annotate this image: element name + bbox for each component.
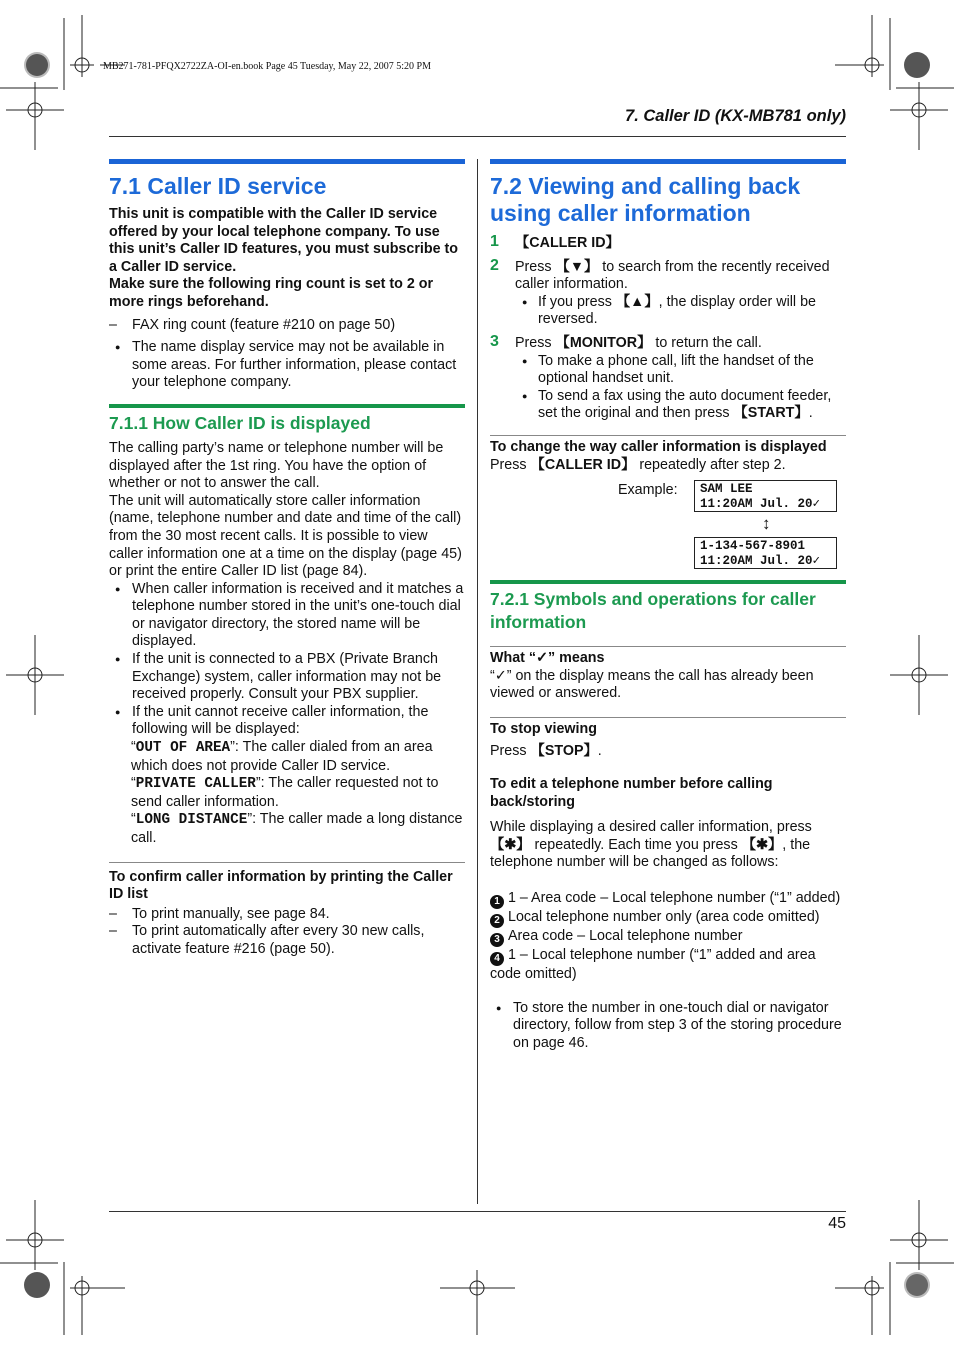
step-2-note: ● If you press 【▲】, the display order will be reversed. — [490, 294, 846, 329]
bullet-match: ● When caller information is received and it matches a telephone number stored in the unit’s one-touch dial or navigator directory, the stored name will be displayed. — [109, 581, 465, 651]
intro-bold-1: This unit is compatible with the Caller ID service offered by your local telephone company. To use this unit’s Caller ID features, you must subscribe to a Caller ID service. — [109, 206, 459, 275]
right-column — [490, 159, 846, 1052]
long-distance-item: “LONG DISTANCE”: The caller made a long distance call. — [131, 811, 463, 846]
stop-viewing-title: To stop viewing — [490, 720, 597, 737]
number-format-item: 1 1 – Area code – Local telephone number (“1” added) — [490, 890, 846, 909]
example-block — [490, 480, 846, 580]
number-format-item: 3 Area code – Local telephone number — [490, 928, 846, 947]
number-format-item: 4 1 – Local telephone number (“1” added and area code omitted) — [490, 947, 816, 983]
private-caller-item: “PRIVATE CALLER”: The caller requested not to send caller information. — [131, 775, 439, 810]
bullet-pbx: ● If the unit is connected to a PBX (Private Branch Exchange) system, caller information may not be received properly. Consult your PBX supplier. — [109, 651, 465, 704]
stop-viewing-text: Press 【STOP】. — [490, 742, 602, 759]
circled-number-icon: 1 — [490, 895, 504, 909]
name-display-note: ● The name display service may not be available in some areas. For further information, please contact your telephone company. — [109, 339, 465, 392]
store-number-note: ● To store the number in one-touch dial or navigator directory, follow from step 3 of the storing procedure on page 46. — [490, 1000, 846, 1053]
confirm-title: To confirm caller information by printing the Caller ID list — [109, 868, 453, 903]
code-private-caller: PRIVATE CALLER — [135, 776, 256, 793]
footer-rule — [109, 1211, 846, 1212]
circled-number-icon: 3 — [490, 933, 504, 947]
subsection-title-7-2-1: 7.2.1 Symbols and operations for caller information — [490, 589, 816, 633]
subsection-title-7-1-1: 7.1.1 How Caller ID is displayed — [109, 412, 371, 433]
star-key: 【✱】 — [741, 836, 783, 853]
step-2: 2 Press 【▼】 to search from the recently received caller information. — [490, 256, 830, 293]
circled-number-icon: 4 — [490, 952, 504, 966]
divider — [490, 646, 846, 647]
example-label: Example: — [618, 482, 678, 499]
header-rule — [109, 136, 846, 137]
step-3-note-1: ● To make a phone call, lift the handset of the optional handset unit. — [490, 353, 846, 388]
print-header: MB271-781-PFQX2722ZA-OI-en.book Page 45 Tuesday, May 22, 2007 5:20 PM — [103, 61, 431, 72]
up-key: 【▲】 — [615, 293, 659, 310]
circled-number-icon: 2 — [490, 914, 504, 928]
start-key: 【START】 — [733, 405, 809, 422]
left-column — [109, 159, 465, 959]
edit-number-text: While displaying a desired caller information, press 【✱】 repeatedly. Each time you press 【✱】, the telephone number will be changed as follows: — [490, 819, 812, 871]
lcd-display-name: SAM LEE 11:20AM Jul. 20✓ — [694, 480, 837, 512]
step-1: 1 【CALLER ID】 — [490, 233, 620, 251]
change-display-title: To change the way caller information is displayed — [490, 438, 827, 455]
section-title-7-1: 7.1 Caller ID service — [109, 173, 327, 199]
lcd-display-number: 1-134-567-8901 11:20AM Jul. 20✓ — [694, 537, 837, 569]
paragraph-2: The unit will automatically store caller information (name, telephone number and date and time of the call) from the 30 most recent calls. It is possible to view caller information one at a time on the display (page 45) or print the entire Caller ID list (page 84). — [109, 492, 462, 580]
caller-id-key: 【CALLER ID】 — [515, 235, 620, 251]
section-title-7-2: 7.2 Viewing and calling back using caller information — [490, 173, 801, 226]
column-divider — [477, 159, 478, 1204]
divider — [109, 862, 465, 863]
code-long-distance: LONG DISTANCE — [135, 812, 248, 829]
bullet-cannot-receive: ● If the unit cannot receive caller information, the following will be displayed: — [109, 704, 465, 739]
caller-id-key: 【CALLER ID】 — [530, 456, 636, 473]
monitor-key: 【MONITOR】 — [555, 334, 652, 351]
paragraph-1: The calling party’s name or telephone number will be displayed after the 1st ring. You have the option of whether or not to answer the call. — [109, 439, 444, 492]
section-bar — [109, 159, 465, 164]
edit-number-title: To edit a telephone number before calling back/storing — [490, 776, 773, 810]
toggle-arrow-icon: ↕ — [762, 514, 771, 534]
step-3-note-2: ● To send a fax using the auto document feeder, set the original and then press 【START】. — [490, 388, 846, 423]
step-3: 3 Press 【MONITOR】 to return the call. — [490, 332, 762, 351]
running-header: 7. Caller ID (KX-MB781 only) — [625, 107, 846, 125]
code-out-of-area: OUT OF AREA — [135, 740, 231, 757]
subsection-bar — [109, 404, 465, 408]
what-check-text: “✓” on the display means the call has already been viewed or answered. — [490, 667, 814, 702]
out-of-area-item: “OUT OF AREA”: The caller dialed from an area which does not provide Caller ID service. — [131, 739, 433, 774]
divider — [490, 435, 846, 436]
subsection-bar — [490, 580, 846, 584]
down-key: 【▼】 — [555, 258, 599, 275]
page-number: 45 — [828, 1215, 846, 1232]
ring-count-item: – FAX ring count (feature #210 on page 50) — [109, 317, 465, 335]
number-format-item: 2 Local telephone number only (area code omitted) — [490, 909, 846, 928]
what-check-title: What “✓” means — [490, 650, 605, 667]
confirm-manual: – To print manually, see page 84. — [109, 906, 465, 924]
change-display-text: Press 【CALLER ID】 repeatedly after step 2. — [490, 456, 786, 473]
section-bar — [490, 159, 846, 164]
stop-key: 【STOP】 — [530, 742, 598, 759]
star-key: 【✱】 — [490, 836, 531, 853]
confirm-auto: – To print automatically after every 30 new calls, activate feature #216 (page 50). — [109, 923, 465, 958]
intro-bold-2: Make sure the following ring count is set to 2 or more rings beforehand. — [109, 276, 434, 310]
divider — [490, 717, 846, 718]
